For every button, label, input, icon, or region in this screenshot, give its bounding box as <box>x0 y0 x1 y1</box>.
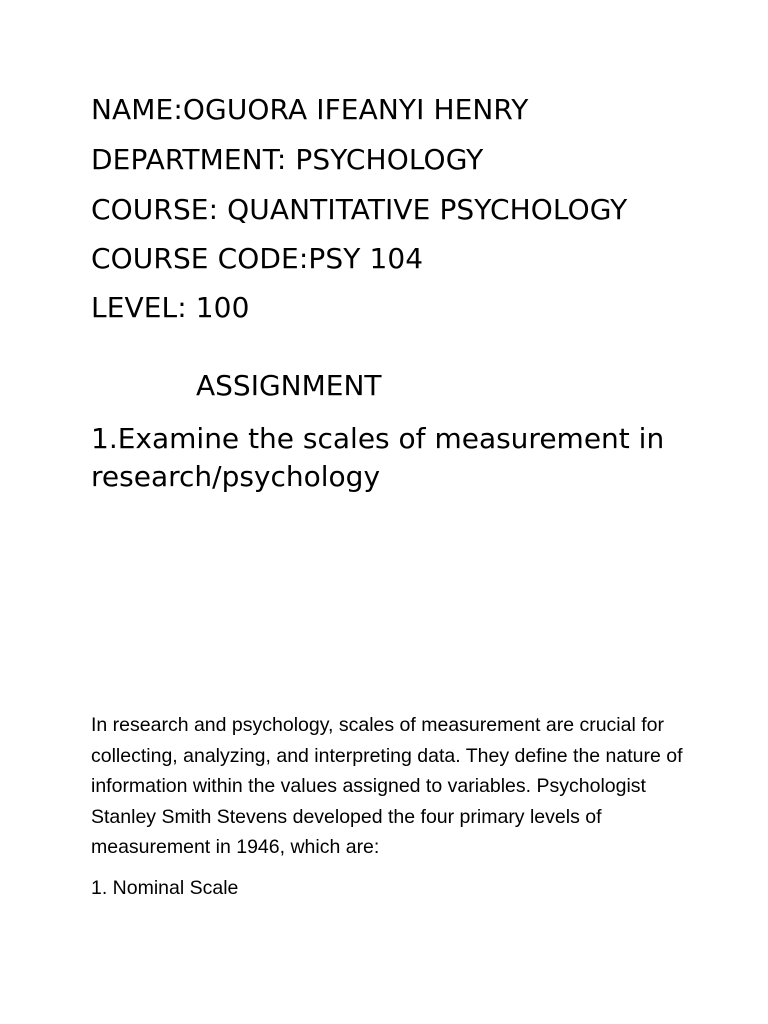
assignment-question: 1.Examine the scales of measurement in research/psychology <box>91 422 665 493</box>
intro-paragraph: In research and psychology, scales of measurement are crucial for collecting, analyzing, and interpreting data. They define the nature of information within the values assigned to variables. Psychologist Stanley Smith Stevens developed the four primary levels of measurement in 1946, which are: <box>91 714 683 859</box>
course-code-line: COURSE CODE:PSY 104 <box>91 242 424 275</box>
course-line: COURSE: QUANTITATIVE PSYCHOLOGY <box>91 193 628 226</box>
department-line: DEPARTMENT: PSYCHOLOGY <box>91 143 484 176</box>
level-line: LEVEL: 100 <box>91 291 250 324</box>
name-line: NAME:OGUORA IFEANYI HENRY <box>91 93 529 126</box>
assignment-heading: ASSIGNMENT <box>196 369 382 402</box>
list-item-nominal-scale: 1. Nominal Scale <box>91 877 239 899</box>
